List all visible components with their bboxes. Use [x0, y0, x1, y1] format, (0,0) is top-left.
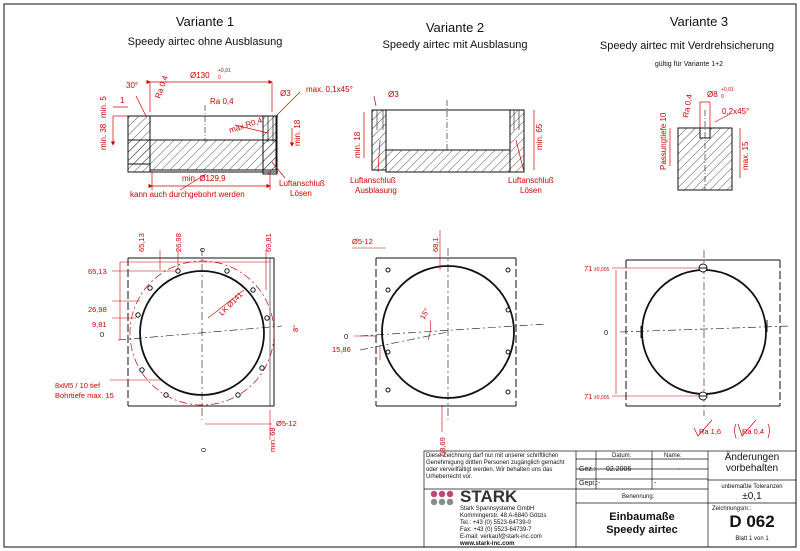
- svg-text:Lösen: Lösen: [520, 186, 542, 195]
- svg-text:±0,005: ±0,005: [594, 267, 610, 273]
- svg-text:min. 65: min. 65: [535, 123, 544, 150]
- svg-text:65,13: 65,13: [88, 267, 107, 276]
- svg-text:1: 1: [120, 96, 125, 105]
- svg-text:26,98: 26,98: [174, 233, 183, 252]
- drawing-title-line1: Einbaumaße: [609, 511, 675, 523]
- v2-plan-view: [360, 248, 546, 420]
- svg-text:max. 0,1x45°: max. 0,1x45°: [306, 85, 353, 94]
- row-label-gepr: Gepr.:: [579, 480, 599, 487]
- svg-text:30°: 30°: [126, 81, 139, 90]
- svg-text:15°: 15°: [417, 306, 432, 321]
- gepr-date: -: [598, 480, 601, 487]
- svg-text:kann auch durchgebohrt werden: kann auch durchgebohrt werden: [130, 190, 245, 199]
- tolerance-value: ±0,1: [742, 491, 762, 502]
- svg-text:71: 71: [584, 392, 593, 401]
- svg-text:9,81: 9,81: [92, 320, 107, 329]
- svg-text:0: 0: [198, 247, 207, 252]
- sheet-count: Blatt 1 von 1: [735, 536, 769, 542]
- company-fax: Fax: +43 (0) 5523-64739-7: [460, 527, 532, 533]
- variant3-title: Variante 3: [669, 14, 729, 29]
- svg-text:Luftanschluß: Luftanschluß: [279, 179, 325, 188]
- copyright-disclaimer: Diese Zeichnung darf nur mit unserer schriftlichen Genehmigung dritten Personen zugänglich gemacht oder verveilfältigt werden. Wir behalten uns das Urheberrecht vor.: [426, 453, 565, 480]
- drawing-number-label: Zeichnungsnr.:: [712, 506, 752, 512]
- svg-text:69,81: 69,81: [264, 233, 273, 252]
- v2-section-view: [372, 100, 524, 172]
- svg-text:26,98: 26,98: [88, 305, 107, 314]
- svg-text:68,1: 68,1: [431, 237, 440, 252]
- variant2-subtitle: Speedy airtec mit Ausblasung: [382, 39, 528, 51]
- svg-text:Ausblasung: Ausblasung: [355, 186, 397, 195]
- svg-text:Ø8: Ø8: [707, 90, 718, 99]
- svg-text:Ø3: Ø3: [280, 89, 291, 98]
- svg-text:LK Ø141: LK Ø141: [217, 290, 245, 318]
- svg-text:65,13: 65,13: [137, 233, 146, 252]
- company-address: Kommingerstr. 48 A-6840 Götzis: [460, 513, 547, 519]
- svg-text:0: 0: [199, 447, 208, 452]
- company-phone: Tel.: +43 (0) 5523-64739-0: [460, 520, 531, 526]
- svg-text:71: 71: [584, 264, 593, 273]
- v3-plan-view: [620, 250, 790, 416]
- svg-text:Ø3: Ø3: [388, 90, 399, 99]
- gepr-name: -: [654, 480, 657, 487]
- svg-text:min. 18: min. 18: [293, 119, 302, 146]
- svg-text:max R0,4: max R0,4: [227, 115, 264, 135]
- svg-text:Lösen: Lösen: [290, 189, 312, 198]
- svg-text:Ra 1,6: Ra 1,6: [699, 427, 722, 436]
- svg-text:+0,01: +0,01: [721, 87, 734, 93]
- tolerance-label: unbemaßte Toleranzen: [721, 484, 783, 490]
- v1-section-view: [128, 105, 278, 174]
- gez-date: 02.2006: [606, 466, 632, 473]
- svg-text:min. 18: min. 18: [353, 131, 362, 158]
- company-logo-text: STARK: [460, 487, 518, 506]
- company-name: Stark Spannsysteme GmbH: [460, 506, 535, 512]
- variant3-note: gültig für Variante 1+2: [654, 61, 724, 68]
- v1-plan-view: [118, 248, 282, 420]
- variant1-subtitle: Speedy airtec ohne Ausblasung: [127, 36, 283, 48]
- v1-plan-dims: [110, 247, 272, 440]
- svg-text:15,86: 15,86: [332, 345, 351, 354]
- v2-plan-dims: [352, 230, 442, 432]
- svg-text:Ra 0,4: Ra 0,4: [210, 97, 234, 106]
- svg-text:max. 15: max. 15: [741, 141, 750, 170]
- changes-reserved-line2: vorbehalten: [725, 463, 779, 474]
- svg-text:min. 38: min. 38: [99, 123, 108, 150]
- v3-section-view: [678, 110, 732, 190]
- col-header-name: Name:: [664, 453, 682, 459]
- row-label-gez: Gez.:: [579, 466, 596, 473]
- svg-text:0,2x45°: 0,2x45°: [722, 107, 750, 116]
- svg-text:Ø5-12: Ø5-12: [352, 237, 373, 246]
- drawing-number: D 062: [729, 512, 775, 531]
- svg-text:0: 0: [721, 94, 724, 100]
- svg-text:min. 5: min. 5: [99, 96, 108, 118]
- svg-text:0: 0: [604, 328, 609, 337]
- svg-text:Luftanschluß: Luftanschluß: [508, 176, 554, 185]
- svg-text:Passungtiefe 10: Passungtiefe 10: [659, 112, 668, 170]
- svg-text:0: 0: [218, 75, 221, 81]
- svg-text:+0,01: +0,01: [218, 68, 231, 74]
- svg-text:68,69: 68,69: [438, 437, 447, 456]
- col-header-date: Datum:: [612, 453, 632, 459]
- svg-text:0: 0: [344, 332, 349, 341]
- svg-text:±0,005: ±0,005: [594, 395, 610, 401]
- svg-text:0: 0: [100, 330, 105, 339]
- gez-name: -: [678, 466, 681, 473]
- svg-text:Ra 0,4: Ra 0,4: [742, 427, 765, 436]
- svg-text:Ø5-12: Ø5-12: [276, 419, 297, 428]
- variant1-title: Variante 1: [175, 14, 235, 29]
- variant2-title: Variante 2: [425, 20, 485, 35]
- designation-label: Benennung:: [622, 494, 655, 500]
- svg-text:min. Ø129,9: min. Ø129,9: [182, 174, 226, 183]
- svg-text:8xM5 / 10 tief: 8xM5 / 10 tief: [55, 381, 101, 390]
- variant3-subtitle: Speedy airtec mit Verdrehsicherung: [599, 40, 775, 52]
- svg-text:Bohrtiefe max. 15: Bohrtiefe max. 15: [55, 391, 114, 400]
- svg-text:Ø130: Ø130: [190, 71, 210, 80]
- svg-text:min. 68: min. 68: [268, 427, 277, 452]
- stark-logo-mark: [431, 491, 453, 505]
- svg-text:8°: 8°: [291, 324, 300, 332]
- company-website: www.stark-inc.com: [460, 541, 515, 547]
- company-email: E-mail: verkauf@stark-inc.com: [460, 534, 542, 540]
- svg-text:Ra 0,4: Ra 0,4: [153, 74, 170, 100]
- v3-plan-labels: [584, 264, 764, 436]
- svg-text:Luftanschluß: Luftanschluß: [350, 176, 396, 185]
- changes-reserved-line1: Änderungen: [724, 452, 780, 463]
- svg-text:Ra 0,4: Ra 0,4: [681, 93, 695, 119]
- drawing-title-line2: Speedy airtec: [606, 524, 678, 536]
